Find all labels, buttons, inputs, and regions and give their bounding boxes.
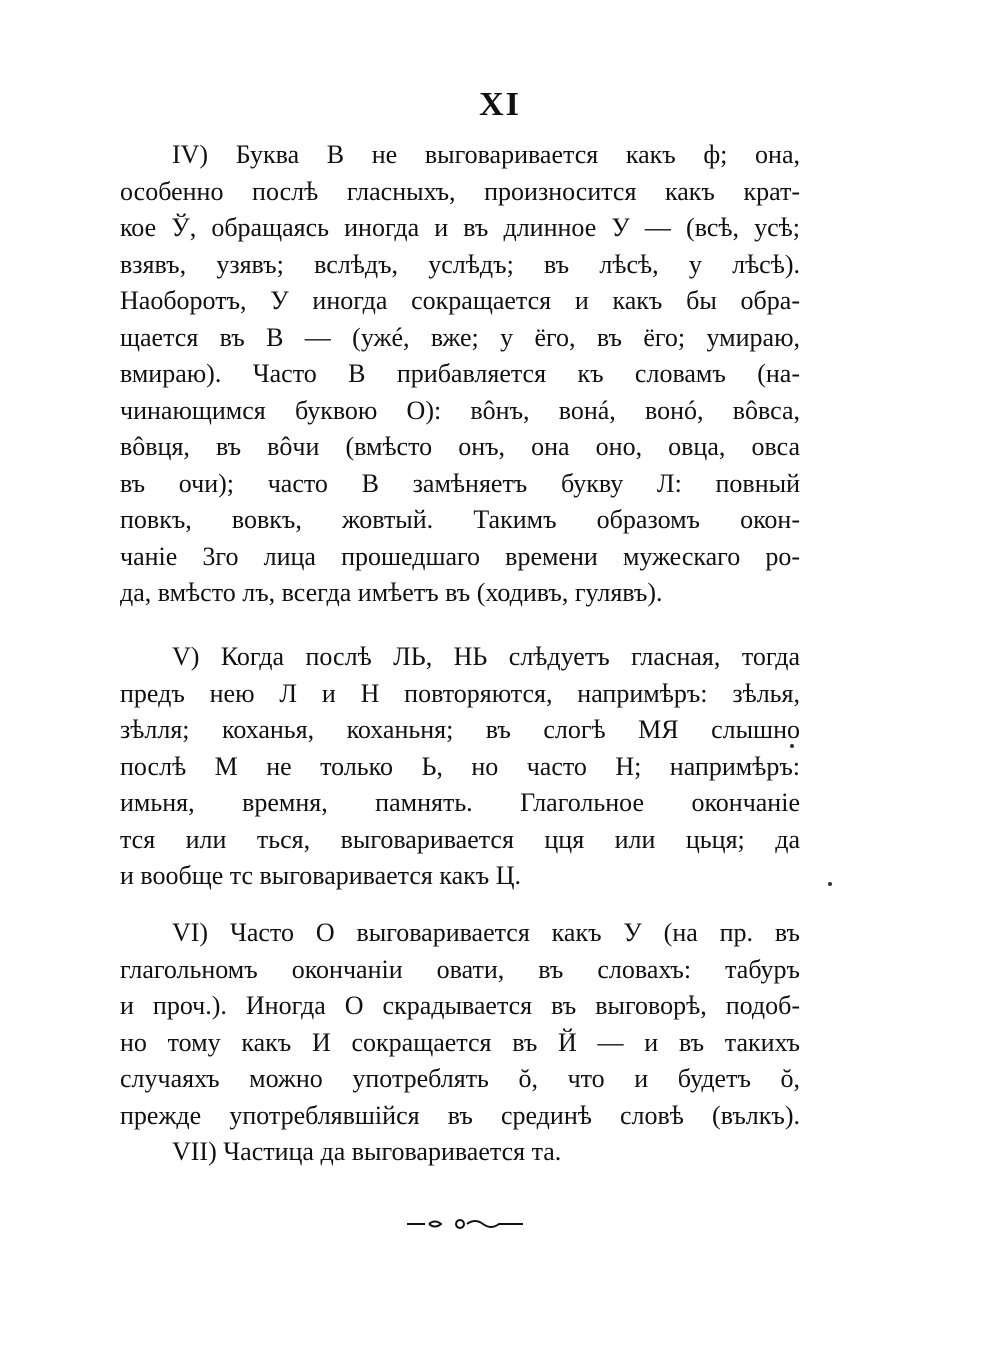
section-iv-line: щается въ В — (ужé, вже; у ёго, въ ёго; умираю,: [120, 322, 800, 352]
section-vi-line: и проч.). Иногда О скрадывается въ выговорѣ, подоб-: [120, 991, 800, 1020]
section-v-paragraph: [120, 639, 800, 895]
section-iv-line: Наоборотъ, У иногда сокращается и какъ бы обра-: [120, 286, 800, 315]
section-vi-line: глагольномъ окончаніи овати, въ словахъ: табуръ: [120, 954, 800, 984]
section-vi-line: VI) Часто О выговаривается какъ У (на пр. въ: [172, 918, 800, 947]
section-vii-line: VII) Частица да выговаривается та.: [172, 1137, 562, 1166]
print-speck: [790, 744, 794, 748]
section-iv-line: кое Ў, обращаясь иногда и въ длинное У — (всѣ, усѣ;: [120, 213, 800, 242]
section-v-line: тся или ться, выговаривается цця или цьця; да: [120, 824, 800, 854]
section-v-line: V) Когда послѣ ЛЬ, НЬ слѣдуетъ гласная, тогда: [172, 642, 800, 671]
section-iv-paragraph: [120, 137, 800, 612]
section-iv-line: вмираю). Часто В прибавляется къ словамъ (на-: [120, 359, 800, 388]
section-iv-line: да, вмѣсто лъ, всегда имѣетъ въ (ходивъ, гулявъ).: [120, 578, 663, 607]
section-v-line: и вообще тс выговаривается какъ Ц.: [120, 861, 521, 890]
section-v-line: предъ нею Л и Н повторяются, напримѣръ: зѣлья,: [120, 678, 800, 708]
section-iv-line: повкъ, вовкъ, жовтый. Такимъ образомъ окон-: [120, 505, 800, 534]
section-iv-line: вôвця, въ вôчи (вмѣсто онъ, она оно, овца, овса: [120, 432, 800, 461]
section-vi-paragraph: [120, 915, 800, 1134]
section-vi-line: случаяхъ можно употреблять ŏ, что и будетъ ŏ,: [120, 1064, 800, 1093]
tailpiece-ornament-icon: [405, 1213, 525, 1235]
section-iv-line: IV) Буква В не выговаривается какъ ф; она,: [172, 140, 800, 169]
section-v-line: имьня, времня, памнять. Глагольное окончаніе: [120, 788, 800, 817]
section-iv-line: взявъ, узявъ; вслѣдъ, услѣдъ; въ лѣсѣ, у лѣсѣ).: [120, 249, 800, 279]
section-iv-line: въ очи); часто В замѣняетъ букву Л: повный: [120, 468, 800, 498]
section-v-line: зѣлля; коханья, коханьня; въ слогѣ МЯ слышно: [120, 715, 800, 744]
section-iv-line: чаніе 3го лица прошедшаго времени мужескаго ро-: [120, 541, 800, 571]
section-vi-line: прежде употреблявшійся въ срединѣ словѣ (вълкъ).: [120, 1100, 800, 1130]
section-iv-line: чинающимся буквою О): вôнъ, вонá, вонó, вôвса,: [120, 395, 800, 425]
page-number: XI: [479, 86, 521, 123]
section-iv-line: особенно послѣ гласныхъ, произносится какъ крат-: [120, 176, 800, 206]
print-speck: [828, 882, 832, 886]
section-v-line: послѣ М не только Ь, но часто Н; напримѣръ:: [120, 751, 800, 781]
section-vii-paragraph: [120, 1134, 800, 1171]
section-vi-line: но тому какъ И сокращается въ Й — и въ такихъ: [120, 1027, 800, 1057]
